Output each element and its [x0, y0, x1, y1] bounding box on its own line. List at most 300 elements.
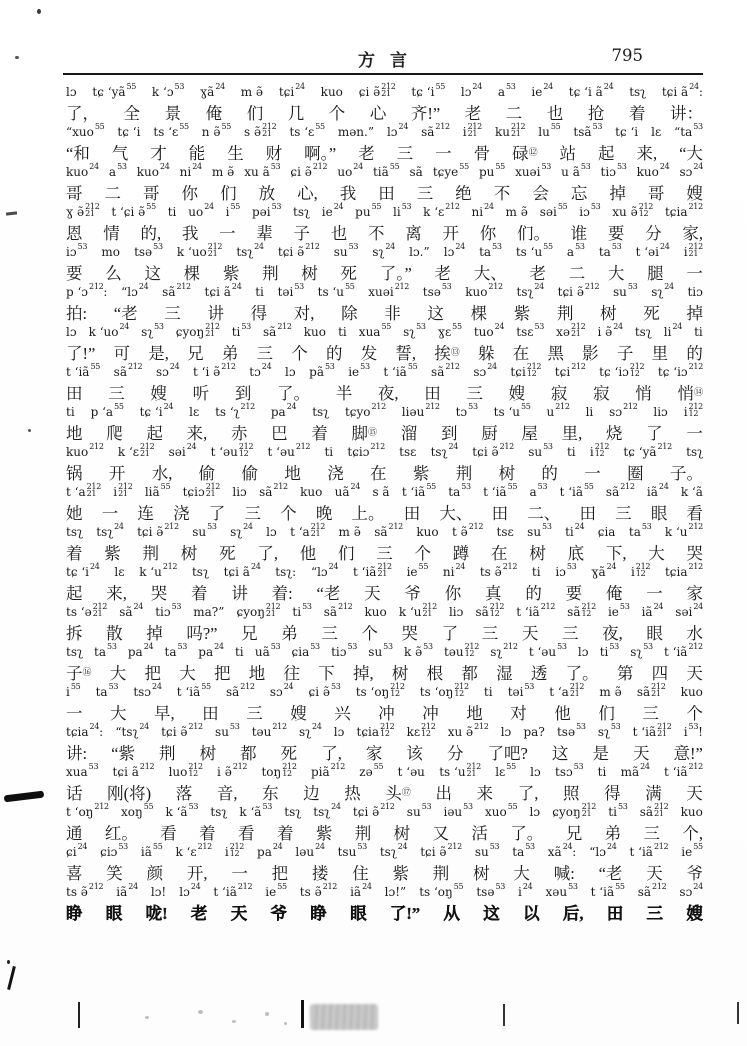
- tone-marks: [425, 403, 439, 417]
- tone-superscript: 212: [629, 362, 645, 371]
- ipa-syllable: [334, 725, 345, 740]
- tone-superscript: 55: [201, 682, 211, 691]
- chinese-token: 烧: [605, 424, 623, 443]
- scan-artifact: [198, 1010, 203, 1014]
- tone-superscript: 24: [133, 602, 144, 611]
- ipa-base: ie: [406, 565, 418, 579]
- tone-marks: [206, 483, 220, 497]
- ipa-base: ta: [628, 525, 641, 539]
- chinese-token: 边: [303, 784, 320, 803]
- ipa-syllable: [479, 562, 518, 580]
- tone-superscript: 53: [573, 762, 584, 771]
- ipa-syllable: [493, 402, 531, 420]
- tone-sandhi-subscript: [541, 610, 555, 617]
- ipa-base: ta: [164, 645, 177, 659]
- ipa-base: ɕia: [597, 525, 616, 539]
- ipa-syllable: [442, 562, 466, 580]
- ipa-syllable: [607, 602, 630, 620]
- footnote-mark: ⑭: [693, 387, 703, 397]
- tone-sandhi-subscript: [251, 570, 261, 577]
- ipa-base: tɕi ə̃: [137, 525, 164, 539]
- ipa-base: pa: [198, 645, 214, 659]
- chinese-token: 搂: [311, 864, 329, 883]
- ipa-base: tsʅ: [96, 525, 114, 539]
- ipa-base: su: [192, 525, 207, 539]
- tone-sandhi-subscript: [294, 290, 304, 297]
- chinese-token: 起: [146, 424, 163, 443]
- tone-sandhi-subscript: [567, 570, 577, 577]
- tone-sandhi-subscript: 21: [377, 569, 388, 578]
- tone-marks: [461, 483, 471, 497]
- tone-marks: [693, 883, 703, 897]
- ipa-base: li: [585, 405, 594, 419]
- line-pair: [66, 362, 703, 405]
- ipa-line: [66, 562, 703, 584]
- ipa-syllable: [232, 485, 246, 500]
- tone-marks: [454, 683, 468, 697]
- chinese-token: 一: [584, 464, 601, 483]
- tone-marks: [271, 163, 281, 177]
- ipa-syllable: [249, 362, 272, 380]
- tone-sandhi-subscript: [323, 890, 337, 897]
- chinese-token: 了，: [66, 104, 99, 123]
- chinese-token: 来,: [636, 144, 658, 163]
- ipa-syllable: [527, 522, 552, 540]
- ipa-syllable: [686, 445, 703, 460]
- tone-marks: [282, 763, 296, 777]
- tone-superscript: 212: [238, 442, 254, 451]
- tone-marks: [277, 323, 291, 337]
- ipa-syllable: [612, 202, 654, 220]
- ipa-syllable: [134, 242, 163, 260]
- tone-marks: [163, 563, 177, 577]
- ipa-syllable: [599, 642, 619, 660]
- ipa-syllable: [590, 882, 625, 900]
- tone-marks: [442, 283, 452, 297]
- ipa-base: ti: [234, 645, 244, 659]
- ipa-base: su: [215, 725, 229, 739]
- tone-superscript: 212: [652, 882, 667, 891]
- chinese-token: 晚: [315, 504, 333, 523]
- ipa-syllable: [165, 802, 199, 820]
- tone-marks: [176, 283, 190, 297]
- tone-sandhi-subscript: [144, 810, 154, 817]
- tone-sandhi-subscript: [272, 730, 286, 737]
- tone-marks: [689, 363, 703, 377]
- tone-marks: [208, 243, 222, 257]
- chinese-token: 意!”: [673, 744, 703, 763]
- ipa-syllable: [552, 802, 597, 820]
- tone-superscript: 53: [108, 682, 119, 691]
- chinese-token: 了!”: [66, 344, 96, 363]
- tone-superscript: 53: [383, 642, 393, 651]
- ipa-syllable: [66, 722, 104, 740]
- chinese-token: 嫂: [686, 904, 703, 923]
- chinese-token: 偷: [198, 464, 216, 483]
- tone-sandhi-subscript: [425, 410, 439, 417]
- tone-superscript: 212: [330, 762, 345, 771]
- tone-sandhi-subscript: [89, 890, 103, 897]
- tone-sandhi-subscript: [506, 770, 516, 777]
- ipa-base: ts ʻu: [515, 245, 543, 259]
- chinese-token: 田: [424, 384, 441, 403]
- tone-marks: [555, 403, 569, 417]
- ipa-syllable: [545, 882, 578, 900]
- ipa-syllable: [679, 162, 703, 180]
- chinese-token: “紫: [111, 744, 135, 763]
- chinese-token: 了: [646, 424, 663, 443]
- tone-superscript: 24: [90, 562, 100, 571]
- tone-sandhi-subscript: [693, 170, 703, 177]
- ipa-base: t ʻəi: [635, 245, 659, 259]
- ipa-syllable: [193, 605, 224, 620]
- chinese-token: 散: [106, 624, 123, 643]
- ipa-base: tiɔ: [331, 645, 347, 659]
- tone-marks: [688, 643, 702, 657]
- tone-marks: [521, 403, 531, 417]
- tone-sandhi-subscript: [672, 330, 682, 337]
- ipa-base: mo: [101, 245, 120, 259]
- tone-sandhi-subscript: 21: [207, 249, 218, 258]
- tone-superscript: 24: [295, 82, 305, 91]
- ipa-base: lɔ: [529, 805, 541, 819]
- ipa-base: tiɔ: [687, 285, 703, 299]
- ipa-syllable: [66, 202, 100, 220]
- ipa-syllable: [431, 362, 460, 380]
- tone-superscript: 53: [534, 322, 545, 331]
- tone-marks: [658, 443, 672, 457]
- ipa-base: tɕiɔ: [347, 445, 370, 459]
- tone-marks: [402, 203, 412, 217]
- tone-marks: [500, 443, 514, 457]
- chinese-line: [66, 904, 703, 925]
- tone-marks: [189, 803, 199, 817]
- tone-superscript: 212: [688, 642, 703, 651]
- ipa-syllable: [299, 882, 338, 900]
- tone-sandhi-subscript: [315, 850, 325, 857]
- ipa-syllable: [437, 322, 462, 340]
- chinese-token: 三: [643, 824, 660, 843]
- tone-marks: [571, 363, 585, 377]
- tone-marks: [230, 843, 244, 857]
- ipa-syllable: [291, 642, 320, 660]
- tone-superscript: 24: [494, 322, 505, 331]
- chinese-token: 的: [325, 344, 343, 363]
- chinese-token: 蹲: [452, 544, 470, 563]
- ipa-syllable: [403, 322, 426, 340]
- tone-marks: [214, 643, 224, 657]
- ipa-syllable: [636, 162, 670, 180]
- ipa-base: ti: [566, 445, 576, 459]
- ipa-syllable: [275, 565, 296, 580]
- tone-superscript: 53: [489, 842, 500, 851]
- tone-marks: [71, 683, 81, 697]
- tone-sandhi-subscript: [445, 210, 459, 217]
- chinese-token: 个: [280, 504, 297, 523]
- chinese-token: 往: [283, 664, 301, 683]
- ipa-base: lɔ: [66, 325, 77, 339]
- ipa-base: kuo: [465, 285, 488, 299]
- tone-marks: [630, 363, 644, 377]
- tone-marks: [492, 243, 502, 257]
- tone-sandhi-subscript: [231, 210, 241, 217]
- chinese-token: 第: [616, 664, 634, 683]
- ipa-base: tsə: [134, 245, 153, 259]
- line-pair: [66, 242, 703, 285]
- ipa-syllable: [95, 682, 119, 700]
- ipa-syllable: [285, 365, 296, 380]
- chinese-token: 寂: [550, 384, 568, 403]
- tone-superscript: 212: [466, 762, 481, 771]
- ipa-syllable: [518, 882, 533, 900]
- ipa-syllable: [356, 722, 395, 740]
- chinese-token: 这: [551, 744, 569, 763]
- line-pair: [66, 842, 703, 885]
- chinese-token: 他: [554, 704, 571, 723]
- chinese-line: [66, 264, 703, 285]
- ipa-base: xuəi: [515, 165, 541, 179]
- tone-sandhi-subscript: 12: [229, 849, 240, 858]
- ipa-syllable: [277, 282, 304, 300]
- ipa-base: ləu: [295, 845, 315, 859]
- ipa-syllable: [155, 362, 180, 380]
- chinese-token: 圈: [627, 464, 644, 483]
- tone-sandhi-subscript: 21: [651, 689, 661, 698]
- tone-superscript: 24: [331, 802, 341, 811]
- tone-superscript: 53: [360, 362, 370, 371]
- chinese-token: 个: [328, 104, 346, 123]
- chinese-token: 荆: [262, 264, 279, 283]
- ipa-punctuation: :: [572, 845, 577, 859]
- ipa-syllable: [189, 405, 199, 420]
- ipa-syllable: [321, 85, 343, 100]
- ipa-base: tsʅ: [236, 245, 254, 259]
- chinese-token: 田: [403, 504, 421, 523]
- chinese-token: 的: [541, 464, 558, 483]
- tone-marks: [338, 603, 352, 617]
- tone-sandhi-subscript: [89, 450, 103, 457]
- ipa-base: ie: [607, 605, 619, 619]
- tone-superscript: 24: [163, 402, 174, 411]
- tone-superscript: 53: [229, 722, 240, 731]
- tone-sandhi-subscript: 21: [467, 129, 478, 138]
- tone-marks: [294, 283, 304, 297]
- ipa-base: iɔ: [579, 205, 590, 219]
- tone-sandhi-subscript: [543, 90, 553, 97]
- ipa-syllable: [337, 842, 367, 860]
- tone-superscript: 212: [620, 482, 635, 491]
- tone-superscript: 212: [474, 722, 489, 731]
- chinese-line: [66, 744, 703, 765]
- tone-marks: [161, 483, 171, 497]
- ipa-syllable: [121, 282, 149, 300]
- chinese-token: 地: [248, 664, 266, 683]
- tone-marks: [94, 803, 108, 817]
- ipa-base: tɕi ã: [112, 765, 139, 779]
- ipa-syllable: [338, 125, 374, 140]
- ipa-base: lɔ: [66, 85, 77, 99]
- ipa-base: iã: [140, 845, 152, 859]
- ipa-line: [66, 402, 703, 424]
- tone-marks: [262, 363, 272, 377]
- ipa-syllable: [681, 685, 703, 700]
- chinese-token: 一: [435, 144, 452, 163]
- tone-marks: [488, 283, 502, 297]
- ipa-syllable: [422, 282, 452, 300]
- tone-marks: [398, 843, 408, 857]
- chinese-token: 天: [521, 624, 539, 643]
- ipa-base: ɕi ə̃: [290, 165, 312, 179]
- tone-marks: [617, 163, 627, 177]
- tone-superscript: 53: [617, 802, 628, 811]
- tone-marks: [377, 563, 391, 577]
- ipa-syllable: [355, 682, 405, 700]
- tone-sandhi-subscript: [607, 850, 617, 857]
- ipa-base: ta: [95, 685, 108, 699]
- ipa-syllable: [236, 242, 264, 260]
- tone-superscript: 212: [394, 282, 410, 291]
- ipa-base: tiɔ: [155, 605, 171, 619]
- chinese-token: 出: [435, 784, 453, 803]
- ipa-punctuation: :: [292, 565, 297, 579]
- tone-sandhi-subscript: [620, 610, 630, 617]
- ipa-base: iã: [646, 485, 658, 499]
- ipa-syllable: [116, 882, 138, 900]
- tone-marks: [657, 723, 671, 737]
- ipa-syllable: [267, 442, 311, 460]
- tone-marks: [445, 363, 459, 377]
- chinese-token: 们: [220, 184, 237, 203]
- tone-sandhi-subscript: [296, 450, 310, 457]
- chinese-token: 脚⑮: [351, 424, 378, 443]
- ipa-base: lɔ: [530, 765, 541, 779]
- tone-marks: [607, 843, 617, 857]
- ipa-base: ni: [179, 165, 192, 179]
- tone-superscript: 212: [188, 722, 203, 731]
- tone-sandhi-subscript: [558, 210, 568, 217]
- tone-marks: [495, 323, 505, 337]
- ipa-syllable: [528, 442, 553, 460]
- ipa-syllable: [637, 882, 667, 900]
- tone-sandhi-subscript: 12: [526, 369, 537, 378]
- ipa-base: tiã: [372, 165, 389, 179]
- ipa-syllable: [117, 442, 155, 460]
- tone-marks: [421, 723, 435, 737]
- ipa-syllable: [479, 242, 502, 260]
- chinese-token: 爷: [404, 584, 421, 603]
- tone-superscript: 212: [240, 402, 255, 411]
- chinese-token: 嫂: [290, 704, 307, 723]
- tone-marks: [448, 843, 462, 857]
- tone-marks: [172, 603, 182, 617]
- ipa-syllable: [176, 242, 223, 260]
- ipa-base: ts ʻu: [439, 765, 466, 779]
- ipa-syllable: [409, 245, 430, 260]
- ipa-syllable: [251, 722, 287, 740]
- ipa-base: tsʅ: [284, 805, 302, 819]
- ipa-base: t ʻa: [549, 685, 569, 699]
- tone-sandhi-subscript: [89, 770, 99, 777]
- ipa-base: pu: [355, 205, 371, 219]
- chinese-token: 荆: [432, 864, 450, 883]
- ipa-base: kuo: [136, 165, 159, 179]
- ipa-syllable: [591, 562, 617, 580]
- tone-marks: [381, 83, 395, 97]
- line-pair: [66, 282, 703, 325]
- ipa-base: pəi: [251, 205, 271, 219]
- line-pair: [66, 162, 703, 205]
- chinese-token: 气: [111, 144, 129, 163]
- tone-superscript: 212: [388, 522, 403, 531]
- ipa-syllable: [210, 805, 227, 820]
- tone-superscript: 212: [540, 602, 556, 611]
- chinese-token: 哭: [686, 544, 703, 563]
- tone-marks: [241, 403, 255, 417]
- tone-superscript: 24: [664, 282, 674, 291]
- tone-marks: [389, 523, 403, 537]
- tone-sandhi-subscript: [609, 650, 619, 657]
- ipa-syllable: [348, 362, 370, 380]
- ipa-syllable: [411, 82, 446, 100]
- tone-marks: [534, 323, 544, 337]
- chinese-token: 啊。”: [304, 144, 337, 163]
- ipa-syllable: [598, 242, 622, 260]
- chinese-token: 了。: [277, 384, 311, 403]
- tone-marks: [459, 163, 469, 177]
- chinese-token: 得: [250, 304, 268, 323]
- ipa-syllable: [675, 602, 703, 620]
- ipa-syllable: [372, 162, 400, 180]
- ipa-syllable: [379, 842, 408, 860]
- chinese-token: 三: [466, 384, 483, 403]
- ipa-base: ta: [448, 485, 461, 499]
- ipa-syllable: [506, 205, 528, 220]
- tone-sandhi-subscript: [664, 290, 674, 297]
- ipa-base: tɕ ʻi: [117, 125, 141, 139]
- ipa-base: tsʅ: [686, 445, 703, 459]
- ipa-syllable: [290, 162, 328, 180]
- tone-marks: [593, 123, 603, 137]
- tone-superscript: 212: [569, 682, 585, 691]
- scan-artifact: [301, 1000, 304, 1028]
- tone-sandhi-subscript: [381, 330, 391, 337]
- tone-marks: [426, 483, 436, 497]
- tone-sandhi-subscript: [189, 810, 199, 817]
- ipa-syllable: [230, 522, 253, 540]
- tone-sandhi-subscript: [525, 850, 535, 857]
- tone-marks: [372, 403, 386, 417]
- footnote-mark: ⑬: [450, 347, 460, 357]
- tone-sandhi-subscript: [506, 90, 516, 97]
- tone-sandhi-subscript: [551, 130, 561, 137]
- tone-sandhi-subscript: [693, 890, 703, 897]
- tone-marks: [523, 883, 533, 897]
- ipa-syllable: [193, 362, 236, 380]
- tone-sandhi-subscript: [272, 210, 282, 217]
- scan-artifact: [37, 9, 41, 14]
- tone-superscript: 53: [627, 282, 638, 291]
- tone-sandhi-subscript: [652, 890, 666, 897]
- chinese-token: 兴: [334, 704, 351, 723]
- ipa-line: [66, 442, 703, 464]
- tone-superscript: 53: [188, 802, 199, 811]
- ipa-base: xua: [358, 325, 381, 339]
- scan-artifact: [4, 791, 45, 803]
- chinese-token: 话: [66, 784, 83, 803]
- tone-sandhi-subscript: [284, 690, 294, 697]
- tone-marks: [114, 523, 124, 537]
- ipa-syllable: [140, 842, 163, 860]
